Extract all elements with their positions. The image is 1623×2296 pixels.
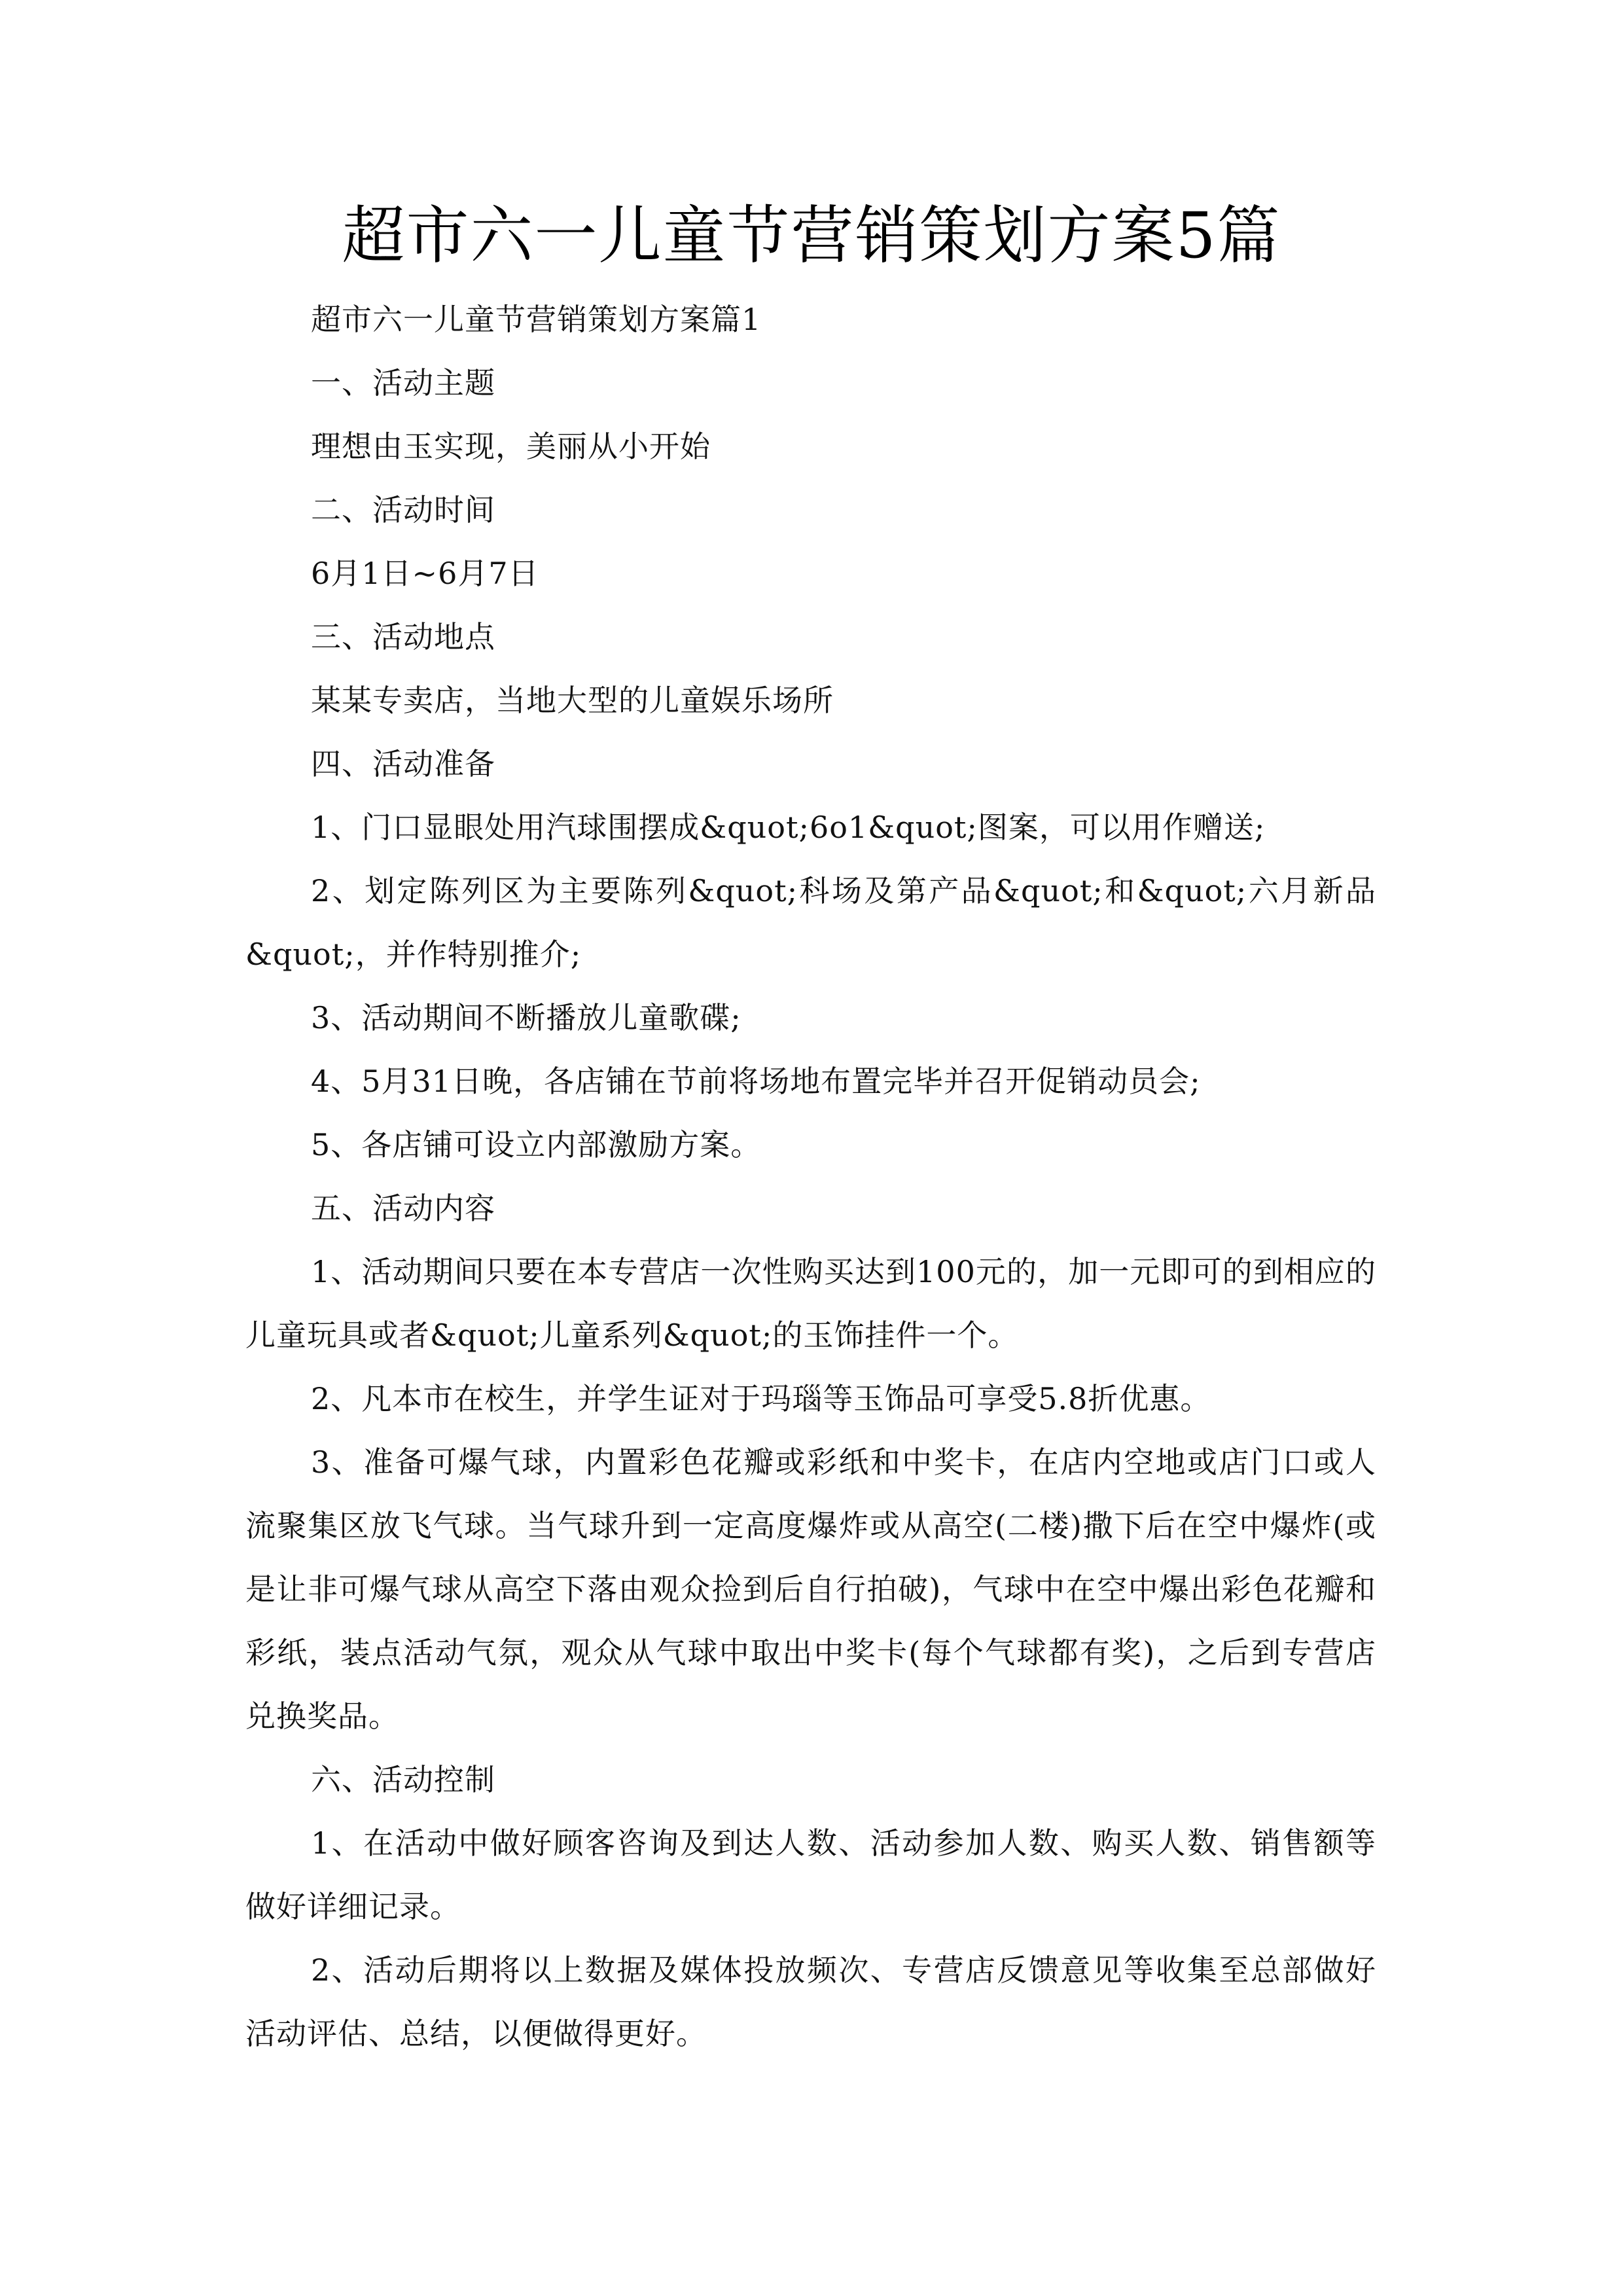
document-body [245, 288, 1376, 2066]
paragraph: 某某专卖店，当地大型的儿童娱乐场所 [311, 683, 834, 718]
heading-content: 五、活动内容 [311, 1191, 495, 1226]
section-subtitle: 超市六一儿童节营销策划方案篇1 [311, 302, 762, 337]
list-item: 4、5月31日晚，各店铺在节前将场地布置完毕并召开促销动员会; [311, 1064, 1201, 1099]
list-item: 5、各店铺可设立内部激励方案。 [311, 1127, 762, 1162]
list-item: 2、活动后期将以上数据及媒体投放频次、专营店反馈意见等收集至总部做好活动评估、总结，以便做得更好。 [245, 1952, 1376, 2051]
heading-theme: 一、活动主题 [311, 365, 495, 401]
document-title: 超市六一儿童节营销策划方案5篇 [342, 199, 1281, 272]
list-item: 3、活动期间不断播放儿童歌碟; [311, 1000, 741, 1035]
paragraph: 6月1日~6月7日 [311, 556, 539, 591]
list-item: 2、凡本市在校生，并学生证对于玛瑙等玉饰品可享受5.8折优惠。 [311, 1381, 1211, 1416]
list-item: 2、划定陈列区为主要陈列&quot;科场及第产品&quot;和&quot;六月新品&quot;，并作特别推介; [245, 873, 1376, 972]
heading-preparation: 四、活动准备 [311, 746, 495, 781]
heading-location: 三、活动地点 [311, 619, 495, 655]
paragraph: 理想由玉实现，美丽从小开始 [311, 429, 711, 464]
heading-time: 二、活动时间 [311, 492, 495, 528]
list-item: 3、准备可爆气球，内置彩色花瓣或彩纸和中奖卡，在店内空地或店门口或人流聚集区放飞气球。当气球升到一定高度爆炸或从高空(二楼)撒下后在空中爆炸(或是让非可爆气球从高空下落由观众捡到后自行拍破)，气球中在空中爆出彩色花瓣和彩纸，装点活动气氛，观众从气球中取出中奖卡(每个气球都有奖)，之后到专营店兑换奖品。 [245, 1444, 1376, 1734]
list-item: 1、门口显眼处用汽球围摆成&quot;6o1&quot;图案，可以用作赠送; [311, 810, 1266, 845]
heading-control: 六、活动控制 [311, 1762, 495, 1797]
list-item: 1、活动期间只要在本专营店一次性购买达到100元的，加一元即可的到相应的儿童玩具或者&quot;儿童系列&quot;的玉饰挂件一个。 [245, 1254, 1376, 1353]
list-item: 1、在活动中做好顾客咨询及到达人数、活动参加人数、购买人数、销售额等做好详细记录。 [245, 1825, 1376, 1924]
